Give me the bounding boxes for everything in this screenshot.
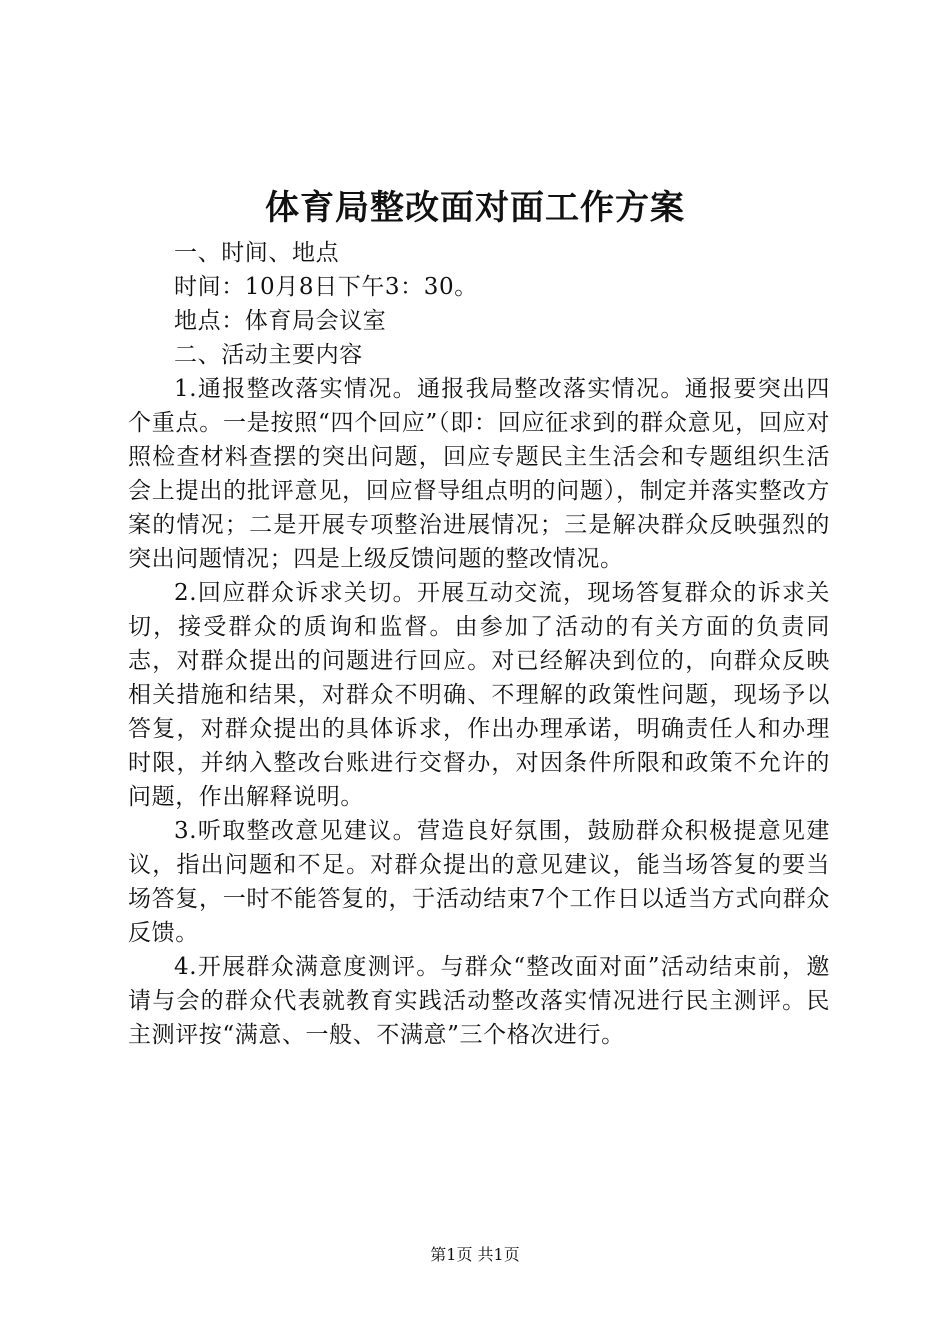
- paragraph-item-2: 2.回应群众诉求关切。开展互动交流，现场答复群众的诉求关切，接受群众的质询和监督。由参加了活动的有关方面的负责同志，对群众提出的问题进行回应。对已经解决到位的，向群众反映相关措施和结果，对群众不明确、不理解的政策性问题，现场予以答复，对群众提出的具体诉求，作出办理承诺，明确责任人和办理时限，并纳入整改台账进行交督办，对因条件所限和政策不允许的问题，作出解释说明。: [128, 580, 830, 810]
- section-heading-content: 二、活动主要内容: [174, 342, 363, 368]
- paragraph-item-3: 3.听取整改意见建议。营造良好氛围，鼓励群众积极提意见建议，指出问题和不足。对群众提出的意见建议，能当场答复的要当场答复，一时不能答复的，于活动结束7个工作日以适当方式向群众反馈。: [128, 818, 830, 946]
- paragraph-item-4: 4.开展群众满意度测评。与群众“整改面对面”活动结束前，邀请与会的群众代表就教育实践活动整改落实情况进行民主测评。民主测评按“满意、一般、不满意”三个格次进行。: [128, 954, 830, 1048]
- document-title: 体育局整改面对面工作方案: [265, 188, 685, 228]
- page-footer: 第1页 共1页: [430, 1245, 520, 1264]
- document-body: [128, 236, 830, 1052]
- section-heading-time-place: 一、时间、地点: [174, 240, 340, 266]
- time-line: 时间：10月8日下午3：30。: [174, 274, 478, 300]
- paragraph-item-1: 1.通报整改落实情况。通报我局整改落实情况。通报要突出四个重点。一是按照“四个回应”（即：回应征求到的群众意见，回应对照检查材料查摆的突出问题，回应专题民主生活会和专题组织生活会上提出的批评意见，回应督导组点明的问题），制定并落实整改方案的情况；二是开展专项整治进展情况；三是解决群众反映强烈的突出问题情况；四是上级反馈问题的整改情况。: [128, 376, 830, 572]
- place-line: 地点：体育局会议室: [174, 308, 387, 334]
